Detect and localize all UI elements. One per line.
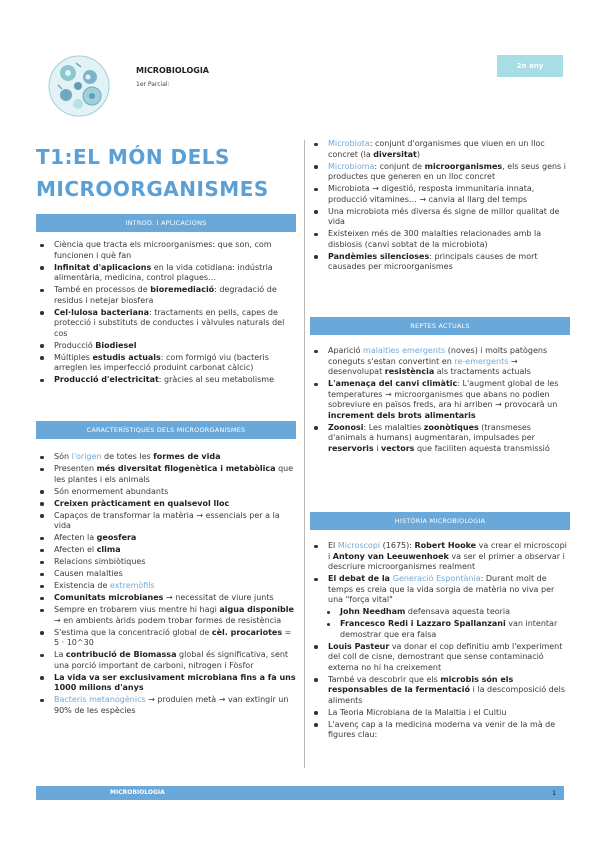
column-divider [304,140,305,768]
bold-text: Antony van Leeuwenhoek [332,551,449,561]
bold-text: Louis Pasteur [328,641,390,651]
bold-text: més diversitat filogenètica i metabòlica [96,464,276,473]
bold-text: clima [96,545,121,554]
list-item [310,708,570,719]
section-list-introd [36,240,296,387]
item-text: : Les malalties [363,422,424,432]
section-header-historia: HISTÒRIA MICROBIOLOGIA [310,512,570,530]
list-item [310,207,570,228]
item-text: → necessitat de viure junts [163,593,274,602]
item-text: → en ambients àrids podem trobar formes de resistència [54,615,282,625]
item-text: Relacions simbiòtiques [54,557,146,566]
bold-text: Pandèmies silencioses [328,251,430,261]
bold-text: zoonòtiques [423,422,479,432]
list-item [36,533,296,544]
list-item [310,541,570,573]
item-text: També va descobrir que els [328,674,441,684]
list-item [36,487,296,498]
item-text: : principals causes de mort causades per microorganismes [328,251,538,271]
section-list-microbiota [310,139,570,274]
section-list-caracteristiques [36,452,296,718]
bold-text: El debat de la [328,574,393,583]
item-text: Existencia de [54,581,110,590]
bold-text: aigua disponible [219,605,294,614]
item-text: : L'augment global de les temperatures → microorganismes que abans no podien sobreviure en països freds, ara hi arriben → provocarà un [328,379,559,409]
item-text: (transmeses d'animals a humans) augmentaran, impulsades per [328,422,535,442]
item-text: ) [416,149,420,159]
item-text: en la vida cotidiana: indústria alimentària, medicina, control plagues… [54,262,273,282]
highlight-text: l'origen [71,452,102,461]
item-text: Afecten la [54,533,97,542]
bold-text: Biodiesel [95,340,137,350]
item-text: : gràcies al seu metabolisme [158,375,274,384]
bold-text: diversitat [373,149,417,159]
bold-text: Francesco Redi i Lazzaro Spallanzani [340,619,506,628]
list-item [310,423,570,455]
item-text: Sempre en trobarem vius mentre hi hagi [54,605,220,614]
item-text: : Durant molt de temps es creia que la vida sorgia de matèria no viva per una "força vital" [328,574,555,604]
item-text: Ciència que tracta els microorganismes: que son, com funcionen i què fan [54,240,272,260]
header-subtitle: 1er Parcial: [136,81,170,88]
bold-text: bioremediació [150,285,215,294]
list-item [36,452,296,463]
list-item [36,499,296,510]
list-item [310,379,570,421]
bold-text: Robert Hooke [414,541,477,550]
item-text: (noves) i molts patògens coneguts s'estan convertint en [328,346,548,366]
bold-text: resistència [384,367,435,376]
list-item [36,285,296,306]
page-title: T1:EL MÓN DELS MICROORGANISMES [36,145,269,201]
list-item [36,511,296,532]
list-item [310,139,570,160]
item-text: L'avenç cap a la medicina moderna va venir de la mà de figures clau: [328,719,556,739]
bold-text: Infinitat d'aplicacions [54,262,152,272]
bold-text: vectors [380,443,415,453]
sub-list-item [310,619,570,640]
list-item [310,162,570,183]
footer-label: MICROBIOLOGIA [110,789,165,796]
item-text: Producció [54,340,96,350]
bold-text: Creixen pràcticament en qualsevol lloc [54,498,230,508]
item-text: , els seus gens i productes que generen en un lloc concret [328,161,566,181]
item-text: També en processos de [54,285,151,294]
item-text: Aparició [328,346,364,355]
item-text: La Teoria Microbiana de la Malaltia i el Cultiu [328,707,507,717]
list-item [36,240,296,261]
section-header-caracteristiques: CARACTERÍSTIQUES DELS MICROORGANISMES [36,421,296,439]
list-item [36,650,296,671]
list-item [310,642,570,674]
highlight-text: Microscopi [337,541,381,550]
item-text: Presenten [54,464,97,473]
list-item [36,557,296,568]
item-text: que les plantes i els animals [54,464,294,484]
list-item [36,545,296,556]
item-text: Són [54,452,72,461]
item-text: → desenvolupat [328,356,518,376]
item-text: va crear el microscopi i [328,541,567,561]
section-header-reptes: REPTES ACTUALS [310,317,570,335]
header-title: MICROBIOLOGIA [136,66,209,75]
item-text: Causen malalties [54,569,123,578]
bold-text: formes de vida [153,452,221,461]
item-text: : conjunt d'organismes que viuen en un lloc concret (la [328,139,545,159]
bold-text: La vida va ser exclusivament microbiana fins a fa uns 1000 milions d'anys [54,672,296,692]
item-text: Existeixen més de 300 malalties relacionades amb la disbiosis (canvi sobtat de la microbiota) [328,229,542,249]
item-text: Microbiota → digestió, resposta immunitaria innata, producció vitamines… → canvia al llarg del temps [328,184,535,204]
item-text: : degradació de residus i netejar biosfera [54,285,277,305]
bold-text: geosfera [96,533,137,542]
item-text: Capaços de transformar la matèria → essencials per a la vida [54,510,280,530]
item-text: Són enormement abundants [54,486,169,496]
microbe-logo-icon [48,55,110,117]
list-item [36,341,296,352]
bold-text: cèl. procariotes [211,627,283,637]
list-item [310,229,570,250]
list-item [36,569,296,580]
list-item [310,675,570,707]
list-item [36,628,296,649]
item-text: que faciliten aquesta transmissió [414,443,550,453]
highlight-text: Microbioma [328,161,375,171]
list-item [36,673,296,694]
item-text: : com formigó viu (bacteris arreglen les imperfecció produint carbonat càlcic) [54,352,269,372]
year-badge: 2n any [497,55,563,77]
list-item [310,252,570,273]
highlight-text: Generació Espontània [392,574,481,583]
list-item [36,581,296,592]
highlight-text: Bacteris metanogènics [54,695,146,704]
bold-text: Producció d'electricitat [54,375,159,384]
list-item [36,695,296,716]
bold-text: Cel·lulosa bacteriana [54,307,149,317]
item-text: → produien metà → van extingir un 90% de les espècies [54,695,289,715]
item-text: : tractaments en pells, capes de protecció i substituts de conductes i vàlvules naturals del cos [54,307,285,338]
section-header-introd: INTROD. I APLICACIONS [36,214,296,232]
list-item [36,353,296,374]
highlight-text: malalties emergents [363,346,446,355]
item-text: i [373,443,381,453]
item-text: El [328,541,338,550]
list-item [310,184,570,205]
item-text: La [54,650,66,659]
list-item [310,574,570,606]
list-item [310,720,570,741]
list-item [36,308,296,340]
item-text: i la descomposició dels aliments [328,685,566,705]
item-text: va donar el cop definitiu amb l'experiment del coll de cisne, demostrant que sense contaminació externa no hi ha creixement [328,641,563,672]
list-item [36,263,296,284]
sub-list-item [310,607,570,618]
bold-text: microbis són els responsables de la fermentació [328,674,514,694]
item-text: van intentar demostrar que era falsa [340,619,558,639]
item-text: S'estima que la concentració global de [54,627,212,637]
list-item [36,464,296,485]
bold-text: John Needham [340,607,406,616]
bold-text: Comunitats microbianes [54,593,164,602]
item-text: = 5 · 10^30 [54,627,292,647]
highlight-text: re-emergents [454,356,509,366]
bold-text: Zoonosi [328,422,364,432]
bold-text: estudis actuals [92,352,161,362]
item-text: : conjunt de [374,161,425,171]
bold-text: microorganismes [424,161,503,171]
bold-text: contribució de Biomassa [65,650,177,659]
section-list-reptes [310,346,570,456]
item-text: defensava aquesta teoria [405,607,511,616]
list-item [36,375,296,386]
bold-text: increment dels brots alimentaris [328,410,476,420]
item-text: (1675): [380,541,415,550]
item-text: Una microbiota més diversa és signe de millor qualitat de vida [328,206,560,226]
item-text: Múltiples [54,352,93,362]
list-item [36,605,296,626]
page-number: 1 [552,789,557,797]
bold-text: reservoris [328,443,374,453]
list-item [36,593,296,604]
item-text: als tractaments actuals [434,367,531,376]
item-text: Afecten el [54,545,97,554]
item-text: va ser el primer a observar i descriure microorganismes realment [328,551,565,571]
item-text: de totes les [101,452,154,461]
bold-text: L'amenaça del canvi climàtic [328,379,458,388]
highlight-text: Microbiota [328,139,370,148]
list-item [310,346,570,378]
highlight-text: extremòfils [109,581,155,590]
item-text: global és significativa, sent una porció important de carboni, nitrogen i Fòsfor [54,650,289,670]
section-list-historia [310,541,570,742]
